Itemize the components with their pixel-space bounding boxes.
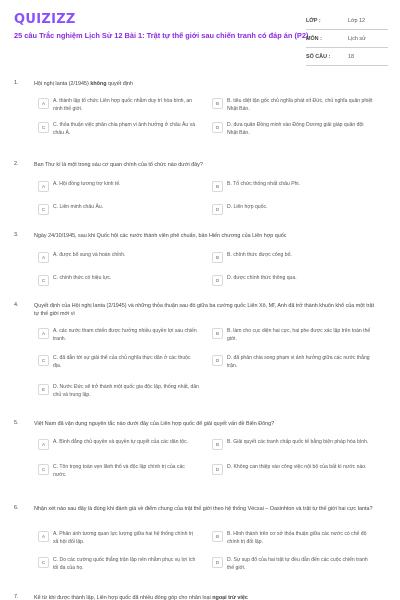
option-b[interactable] (212, 98, 373, 113)
meta-value: Lớp 12 (348, 17, 366, 24)
option-letter: E (38, 384, 49, 395)
option-d[interactable] (212, 355, 373, 370)
option-letter: D (212, 275, 223, 286)
option-d[interactable] (212, 275, 373, 286)
question-text: Ngày 24/10/1945, sau khi Quốc hội các nước thành viên phê chuẩn, bản Hiến chương của Liên hợp quốc (34, 233, 287, 239)
meta-key: SỐ CÂU : (306, 53, 331, 60)
question-text-part: Hội nghị Ianta (2/1945) (34, 81, 91, 87)
question-number: 7. (14, 594, 19, 600)
option-text: B. Tổ chức thống nhất châu Phi. (227, 181, 300, 187)
meta-value: 18 (348, 53, 354, 60)
option-e[interactable] (38, 384, 199, 399)
option-letter: D (212, 464, 223, 475)
option-letter: D (212, 122, 223, 133)
question-text-part: Kể từ khi được thành lập, Liên hợp quốc đã nhiều đóng góp cho nhân loại (34, 595, 213, 600)
option-text: C. chính thức có hiệu lực. (53, 275, 112, 281)
option-letter: A (38, 439, 49, 450)
option-text: C. đã dẫn tới sự giải thể của chủ nghĩa thực dân ở các thuộc địa. (53, 355, 191, 369)
question-text (34, 594, 379, 600)
meta-row-subject (306, 30, 388, 48)
option-text: B. làm cho cục diện hai cực, hai phe được xác lập trên toàn thế giới. (227, 328, 371, 342)
option-a[interactable] (38, 181, 199, 192)
option-c[interactable] (38, 355, 199, 370)
option-b[interactable] (212, 531, 373, 546)
question-text: Nhận xét nào sau đây là đúng khi đánh giá về điểm chung của trật thế giới theo hệ thống Vécxai – Oasinhton và trật tự thế giới hai cực Ianta? (34, 506, 373, 512)
option-text: D. Liên hợp quốc. (227, 204, 268, 210)
question-text-emphasis: không (90, 81, 107, 87)
option-letter: C (38, 204, 49, 215)
option-letter: B (212, 98, 223, 109)
option-text: B. Giải quyết các tranh chấp quốc tế bằng biện pháp hòa bình. (227, 439, 369, 445)
question-text: Quyết định của Hội nghị Ianta (2/1945) và những thỏa thuận sau đó giữa ba cường quốc Liên Xô, Mĩ, Anh đã trở thành khuôn khổ của một trật tự thế giới mới vì (34, 303, 375, 317)
quizizz-logo: QUIZIZZ (14, 12, 76, 27)
question-text-emphasis: ngoại trừ việc (212, 595, 248, 600)
option-letter: C (38, 275, 49, 286)
option-letter: B (212, 531, 223, 542)
worksheet-header (0, 0, 400, 64)
option-text: C. thỏa thuận việc phân chia phạm vi ảnh hưởng ở châu Âu và châu Á. (53, 122, 196, 136)
option-c[interactable] (38, 275, 199, 286)
option-a[interactable] (38, 98, 199, 113)
option-text: A. Bình đẳng chủ quyền và quyền tự quyết của các dân tộc. (53, 439, 189, 445)
option-letter: B (212, 439, 223, 450)
option-letter: A (38, 328, 49, 339)
meta-key: LỚP : (306, 17, 321, 24)
meta-row-class (306, 12, 388, 30)
option-letter: A (38, 531, 49, 542)
option-text: A. thành lập tổ chức Liên hợp quốc nhằm duy trì hòa bình, an ninh thế giới. (53, 98, 192, 112)
option-letter: A (38, 98, 49, 109)
option-b[interactable] (212, 252, 373, 263)
question-text: Việt Nam đã vận dụng nguyên tắc nào dưới đây của Liên hợp quốc để giải quyết vấn đề Biển Đông? (34, 421, 275, 427)
worksheet-title: 25 câu Trắc nghiệm Lịch Sử 12 Bài 1: Trật tự thế giới sau chiến tranh có đáp án (P2) (14, 31, 309, 40)
option-a[interactable] (38, 531, 199, 546)
option-c[interactable] (38, 557, 199, 572)
question-number: 2. (14, 161, 19, 167)
option-text: C. Liên minh châu Âu. (53, 204, 104, 210)
option-letter: C (38, 355, 49, 366)
meta-row-count (306, 48, 388, 66)
option-text: A. Phản ánh tương quan lực lượng giữa hai hệ thống chính trị xã hội đối lập. (53, 531, 194, 545)
option-text: D. đã phân chia song phạm vi ảnh hưởng giữa các nước thắng trận. (227, 355, 370, 369)
question-number: 4. (14, 302, 19, 308)
option-text: D. Nước Đức sẽ trở thành một quốc gia độc lập, thống nhất, dân chủ và trung lập. (53, 384, 200, 398)
option-letter: A (38, 181, 49, 192)
meta-value: Lịch sử (348, 35, 366, 42)
option-letter: B (212, 252, 223, 263)
option-b[interactable] (212, 181, 373, 192)
option-letter: C (38, 557, 49, 568)
option-text: A. được bổ sung và hoàn chỉnh. (53, 252, 126, 258)
option-d[interactable] (212, 557, 373, 572)
option-letter: A (38, 252, 49, 263)
option-a[interactable] (38, 252, 199, 263)
meta-key: MÔN : (306, 35, 322, 42)
option-c[interactable] (38, 464, 199, 479)
option-d[interactable] (212, 464, 373, 475)
option-a[interactable] (38, 328, 199, 343)
option-d[interactable] (212, 204, 373, 215)
option-text: D. được chính thức thông qua. (227, 275, 297, 281)
option-b[interactable] (212, 439, 373, 450)
option-letter: B (212, 181, 223, 192)
option-c[interactable] (38, 122, 199, 137)
option-letter: B (212, 328, 223, 339)
option-text: B. tiêu diệt tận gốc chủ nghĩa phát xít Đức, chủ nghĩa quân phiệt Nhật Bản. (227, 98, 373, 112)
option-text: A. các nước tham chiến được hưởng nhiều quyền lợi sau chiến tranh. (53, 328, 197, 342)
option-c[interactable] (38, 204, 199, 215)
option-a[interactable] (38, 439, 199, 450)
worksheet-meta (306, 12, 388, 66)
option-d[interactable] (212, 122, 373, 137)
question-number: 6. (14, 505, 19, 511)
option-letter: C (38, 464, 49, 475)
option-letter: D (212, 204, 223, 215)
option-text: B. Hình thành trên cơ sở thỏa thuận giữa các nước có chế độ chính trị đối lập. (227, 531, 367, 545)
option-text: D. Sự sụp đổ của hai trật tự đều dẫn đến các cuộc chiến tranh thế giới. (227, 557, 368, 571)
option-text: D. Không can thiệp vào công việc nội bộ của bất kì nước nào. (227, 464, 367, 470)
option-text: C. Tôn trọng toàn vẹn lãnh thổ và độc lập chính trị của các nước. (53, 464, 185, 478)
option-text: C. Do các cường quốc thắng trận lập nên nhằm phục vụ lợi ích tối đa của họ. (53, 557, 196, 571)
question-text (34, 80, 379, 88)
question-text-part: quyết định (106, 81, 133, 87)
option-letter: D (212, 557, 223, 568)
option-text: D. đưa quân Đồng minh vào Đông Dương giải giáp quân đội Nhật Bản. (227, 122, 364, 136)
question-number: 5. (14, 420, 19, 426)
question-number: 3. (14, 232, 19, 238)
question-number: 1. (14, 80, 19, 86)
option-text: B. chính thức được công bố. (227, 252, 292, 258)
option-b[interactable] (212, 328, 373, 343)
option-text: A. Hội đồng tương trợ kinh tế. (53, 181, 121, 187)
option-letter: C (38, 122, 49, 133)
option-letter: D (212, 355, 223, 366)
question-text: Ban Thư kí là một trong sáu cơ quan chính của tổ chức nào dưới đây? (34, 162, 203, 168)
